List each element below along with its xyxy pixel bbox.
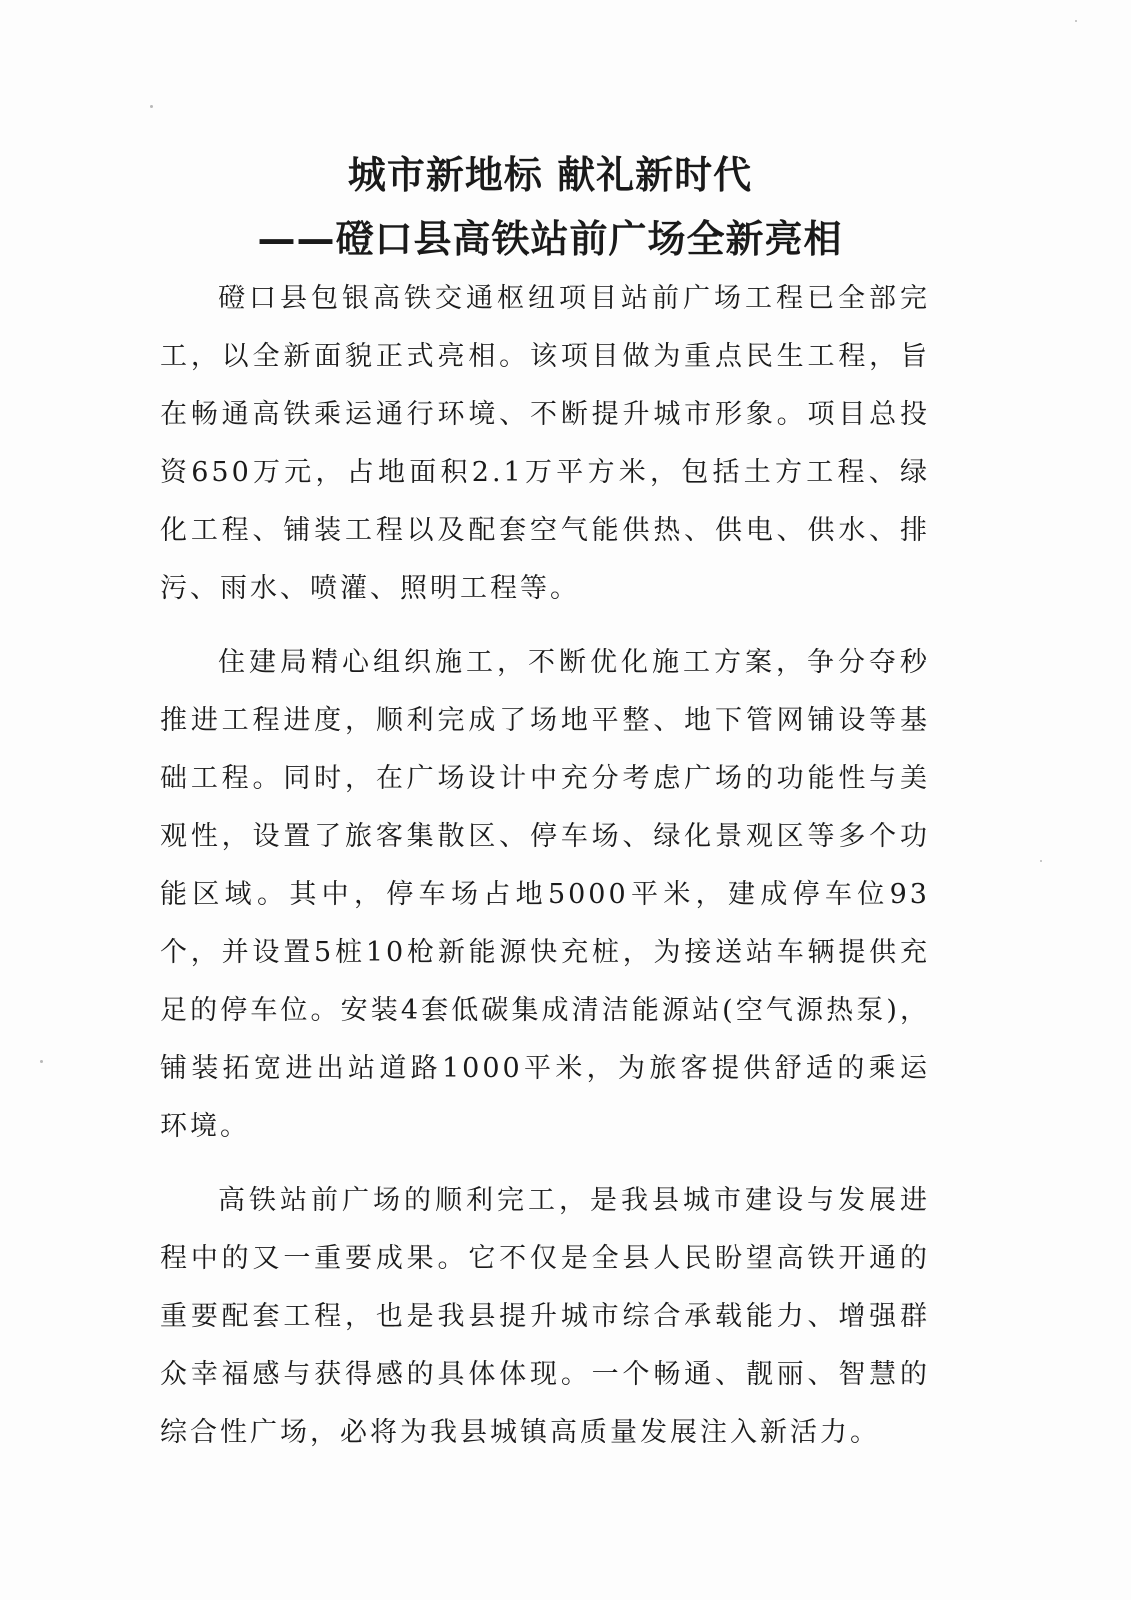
document-body <box>160 270 930 1478</box>
scan-speck <box>40 1060 43 1063</box>
scan-speck <box>1075 20 1077 22</box>
paragraph-3: 高铁站前广场的顺利完工，是我县城市建设与发展进程中的又一重要成果。它不仅是全县人民盼望高铁开通的重要配套工程，也是我县提升城市综合承载能力、增强群众幸福感与获得感的具体体现。一个畅通、靓丽、智慧的综合性广场，必将为我县城镇高质量发展注入新活力。 <box>160 1185 930 1448</box>
paragraph-1: 磴口县包银高铁交通枢纽项目站前广场工程已全部完工，以全新面貌正式亮相。该项目做为重点民生工程，旨在畅通高铁乘运通行环境、不断提升城市形象。项目总投资650万元，占地面积2.1万平方米，包括土方工程、绿化工程、铺装工程以及配套空气能供热、供电、供水、排污、雨水、喷灌、照明工程等。 <box>160 283 930 604</box>
scan-speck <box>1040 860 1042 862</box>
paragraph-2: 住建局精心组织施工，不断优化施工方案，争分夺秒推进工程进度，顺利完成了场地平整、地下管网铺设等基础工程。同时，在广场设计中充分考虑广场的功能性与美观性，设置了旅客集散区、停车场、绿化景观区等多个功能区域。其中，停车场占地5000平米，建成停车位93个，并设置5桩10枪新能源快充桩，为接送站车辆提供充足的停车位。安装4套低碳集成清洁能源站(空气源热泵)，铺装拓宽进出站道路1000平米，为旅客提供舒适的乘运环境。 <box>160 647 930 1142</box>
document-subtitle: ——磴口县高铁站前广场全新亮相 <box>257 217 843 261</box>
scan-speck <box>150 105 153 108</box>
title-block <box>160 145 940 269</box>
document-title: 城市新地标 献礼新时代 <box>347 153 753 197</box>
